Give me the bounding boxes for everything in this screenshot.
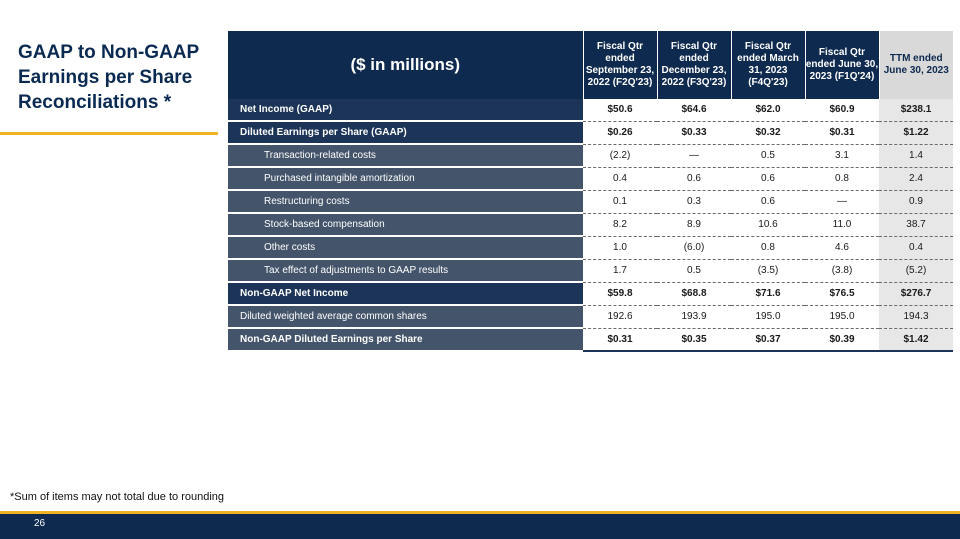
table-cell: $0.33 — [657, 121, 731, 144]
table-row-net-income-gaap — [228, 99, 953, 121]
table-cell: 4.6 — [805, 236, 879, 259]
table-cell: $50.6 — [583, 99, 657, 121]
table-cell: 0.6 — [731, 190, 805, 213]
table-cell: 0.5 — [731, 144, 805, 167]
table-cell-ttm: 38.7 — [879, 213, 953, 236]
table-cell: 8.9 — [657, 213, 731, 236]
table-row-diluted-shares — [228, 305, 953, 328]
table-cell-ttm: $1.42 — [879, 328, 953, 351]
table-cell: 11.0 — [805, 213, 879, 236]
table-cell: 0.4 — [583, 167, 657, 190]
table-cell-ttm: 0.9 — [879, 190, 953, 213]
row-label: Transaction-related costs — [228, 144, 583, 167]
table-cell: 3.1 — [805, 144, 879, 167]
table-cell: $0.31 — [805, 121, 879, 144]
table-cell: $68.8 — [657, 282, 731, 305]
table-cell-ttm: 1.4 — [879, 144, 953, 167]
table-cell: $0.32 — [731, 121, 805, 144]
table-cell-ttm: 0.4 — [879, 236, 953, 259]
table-row-restructuring — [228, 190, 953, 213]
table-cell-ttm: 2.4 — [879, 167, 953, 190]
table-cell: $62.0 — [731, 99, 805, 121]
table-cell-ttm: (5.2) — [879, 259, 953, 282]
table-cell-ttm: $1.22 — [879, 121, 953, 144]
table-cell: (2.2) — [583, 144, 657, 167]
row-label: Diluted Earnings per Share (GAAP) — [228, 121, 583, 144]
table-row-stock-comp — [228, 213, 953, 236]
table-cell-ttm: $276.7 — [879, 282, 953, 305]
row-label: Restructuring costs — [228, 190, 583, 213]
table-cell: 1.0 — [583, 236, 657, 259]
column-header-ttm: TTM ended June 30, 2023 — [879, 31, 953, 99]
table-row-transaction-costs — [228, 144, 953, 167]
row-label: Non-GAAP Diluted Earnings per Share — [228, 328, 583, 351]
table-cell: 0.6 — [731, 167, 805, 190]
table-cell: 0.8 — [731, 236, 805, 259]
row-label: Tax effect of adjustments to GAAP results — [228, 259, 583, 282]
table-cell-ttm: 194.3 — [879, 305, 953, 328]
table-cell: (3.8) — [805, 259, 879, 282]
table-cell: 10.6 — [731, 213, 805, 236]
table-cell-ttm: $238.1 — [879, 99, 953, 121]
table-cell: $0.39 — [805, 328, 879, 351]
table-cell: 0.6 — [657, 167, 731, 190]
footer-bar — [0, 514, 960, 539]
table-cell: $60.9 — [805, 99, 879, 121]
table-cell: 192.6 — [583, 305, 657, 328]
table-cell: $0.37 — [731, 328, 805, 351]
row-label: Purchased intangible amortization — [228, 167, 583, 190]
column-header-f2q23: Fiscal Qtr ended September 23, 2022 (F2Q'23) — [583, 31, 657, 99]
table-cell: (3.5) — [731, 259, 805, 282]
table-header-row — [228, 31, 953, 99]
table-cell: — — [657, 144, 731, 167]
table-cell: (6.0) — [657, 236, 731, 259]
row-label: Non-GAAP Net Income — [228, 282, 583, 305]
table-row-diluted-eps-gaap — [228, 121, 953, 144]
table-cell: $76.5 — [805, 282, 879, 305]
table-row-tax-effect — [228, 259, 953, 282]
table-cell: $64.6 — [657, 99, 731, 121]
table-cell: $71.6 — [731, 282, 805, 305]
row-label: Diluted weighted average common shares — [228, 305, 583, 328]
table-row-non-gaap-eps — [228, 328, 953, 351]
table-cell: — — [805, 190, 879, 213]
table-cell: 8.2 — [583, 213, 657, 236]
table-cell: 193.9 — [657, 305, 731, 328]
row-label: Stock-based compensation — [228, 213, 583, 236]
table-row-intangible-amortization — [228, 167, 953, 190]
units-label: ($ in millions) — [228, 31, 583, 99]
row-label: Net Income (GAAP) — [228, 99, 583, 121]
table-cell: 0.8 — [805, 167, 879, 190]
column-header-f3q23: Fiscal Qtr ended December 23, 2022 (F3Q'23) — [657, 31, 731, 99]
table-cell: $0.26 — [583, 121, 657, 144]
reconciliation-table — [228, 31, 953, 352]
title-underline — [0, 132, 218, 135]
table-cell: $59.8 — [583, 282, 657, 305]
column-header-f1q24: Fiscal Qtr ended June 30, 2023 (F1Q'24) — [805, 31, 879, 99]
table-cell: 1.7 — [583, 259, 657, 282]
table-row-non-gaap-net-income — [228, 282, 953, 305]
table-cell: 195.0 — [731, 305, 805, 328]
slide-title: GAAP to Non-GAAP Earnings per Share Reconciliations * — [18, 42, 199, 113]
row-label: Other costs — [228, 236, 583, 259]
table-row-other-costs — [228, 236, 953, 259]
table-cell: 0.3 — [657, 190, 731, 213]
column-header-f4q23: Fiscal Qtr ended March 31, 2023 (F4Q'23) — [731, 31, 805, 99]
table-cell: 0.5 — [657, 259, 731, 282]
table-cell: 195.0 — [805, 305, 879, 328]
footnote: *Sum of items may not total due to rounding — [10, 491, 225, 503]
table-cell: 0.1 — [583, 190, 657, 213]
table-cell: $0.31 — [583, 328, 657, 351]
table-cell: $0.35 — [657, 328, 731, 351]
page-number: 26 — [34, 518, 46, 529]
